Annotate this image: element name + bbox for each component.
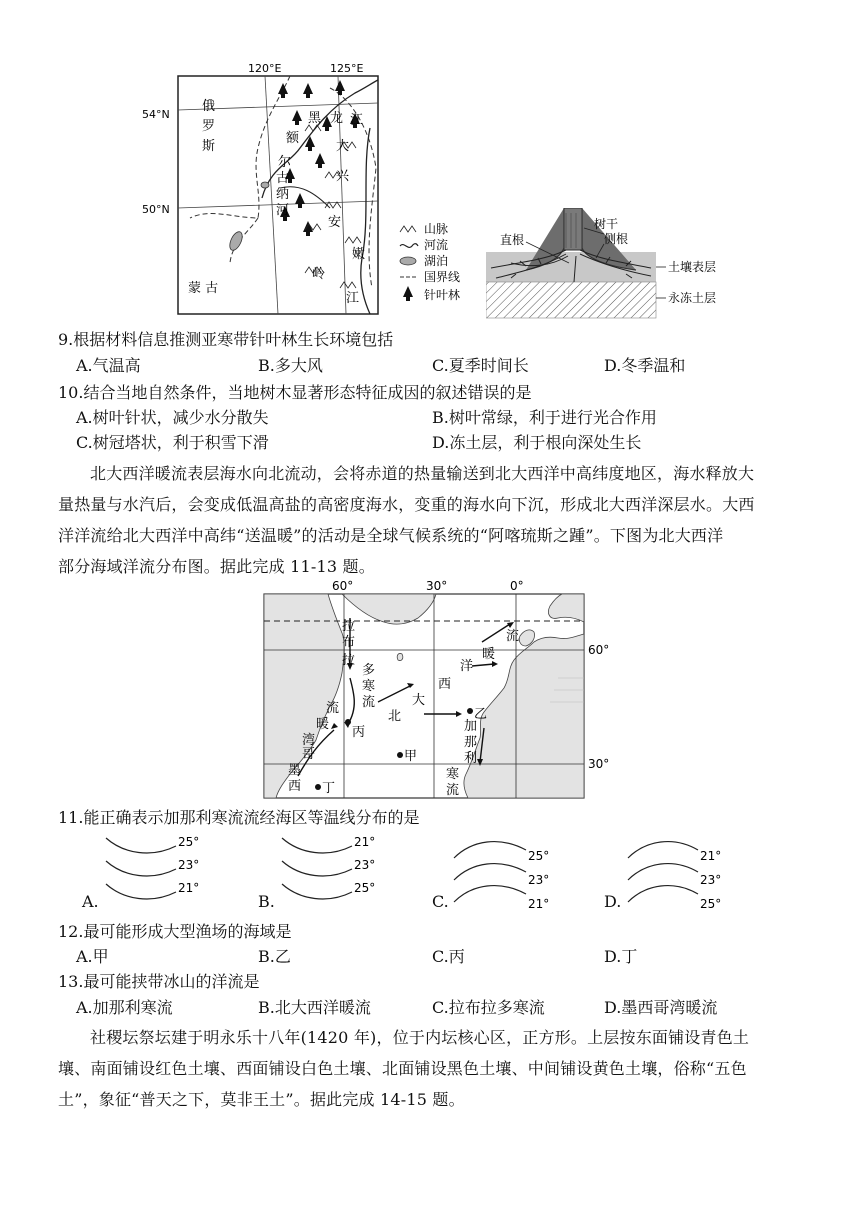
- label-permafrost: 永冻土层: [668, 291, 717, 305]
- q9-option-d[interactable]: D.冬季温和: [604, 356, 686, 375]
- gulf-char: 湾: [302, 733, 316, 748]
- isotherm-diagram-c: [432, 828, 592, 918]
- isotherm-label: 25°: [700, 897, 722, 911]
- place-mongolia: 蒙 古: [188, 281, 219, 296]
- lat-label-30: 30°: [588, 757, 610, 771]
- place-nenjiang: 江: [346, 291, 360, 306]
- north-atlantic-char: 西: [438, 677, 452, 692]
- gulf-char: 墨: [288, 763, 302, 778]
- place-daxinganling: 兴: [336, 169, 350, 184]
- point-bing: 丙: [352, 725, 366, 740]
- north-atlantic-char: 流: [506, 629, 520, 644]
- labrador-char: 多: [362, 663, 376, 678]
- place-ergun: 古: [276, 171, 290, 186]
- point-ding-dot: [315, 784, 321, 790]
- place-daxinganling: 岭: [312, 267, 326, 282]
- place-ergun: 尔: [278, 155, 292, 170]
- lon-label-60: 60°: [332, 579, 354, 593]
- passage-atlantic: [58, 458, 818, 582]
- place-russia: 罗: [202, 119, 216, 134]
- tree-root-diagram: [486, 208, 736, 320]
- q11-stem: 11.能正确表示加那利寒流流经海区等温线分布的是: [58, 808, 420, 827]
- q10-option-b[interactable]: B.树叶常绿，利于进行光合作用: [432, 408, 657, 427]
- mountain-icon: [400, 226, 416, 232]
- isotherm-diagram-d: [604, 828, 764, 918]
- label-trunk: 树干: [594, 217, 619, 231]
- gulf-char: 暖: [316, 717, 330, 732]
- gulf-char: 流: [326, 701, 340, 716]
- label-lateral-root: 侧根: [604, 232, 629, 246]
- q9-option-c[interactable]: C.夏季时间长: [432, 356, 529, 375]
- labrador-char: 拉: [342, 653, 356, 668]
- passage-line: 洋洋流给北大西洋中高纬“送温暖”的活动是全球气候系统的“阿喀琉斯之踵”。下图为北大西洋: [58, 526, 724, 545]
- isotherm-label: 25°: [528, 849, 550, 863]
- isotherm-label: 21°: [528, 897, 550, 911]
- north-atlantic-current-map: [258, 578, 618, 802]
- legend-lake: 湖泊: [424, 254, 449, 268]
- isotherm-label: 23°: [700, 873, 722, 887]
- lon-label-0: 0°: [510, 579, 524, 593]
- point-yi: 乙: [474, 707, 488, 722]
- isotherm-label: 21°: [178, 881, 200, 895]
- lat-label-54: 54°N: [142, 108, 170, 121]
- canary-char: 流: [446, 783, 460, 798]
- q13-option-a[interactable]: A.加那利寒流: [76, 998, 173, 1017]
- isotherm-label: 21°: [700, 849, 722, 863]
- q11-option-c-letter: C.: [432, 892, 449, 911]
- q13-stem: 13.最可能挟带冰山的洋流是: [58, 972, 260, 991]
- lon-label-125: 125°E: [330, 62, 364, 75]
- legend-border: 国界线: [424, 270, 461, 284]
- isotherm-diagram-a: [78, 828, 238, 918]
- place-heilongjiang: 江: [350, 113, 364, 128]
- legend-mountain: 山脉: [424, 222, 449, 236]
- q11-option-b-letter: B.: [258, 892, 275, 911]
- canary-char: 那: [464, 735, 478, 750]
- lon-label-120: 120°E: [248, 62, 282, 75]
- point-ding: 丁: [322, 781, 336, 796]
- passage-line: 社稷坛祭坛建于明永乐十八年(1420 年)，位于内坛核心区，正方形。上层按东面铺设青色土: [90, 1028, 750, 1047]
- q10-stem: 10.结合当地自然条件，当地树木显著形态特征成因的叙述错误的是: [58, 383, 532, 402]
- labrador-char: 流: [362, 695, 376, 710]
- label-soil-surface: 土壤表层: [668, 260, 717, 274]
- q12-option-d[interactable]: D.丁: [604, 947, 638, 966]
- q11-option-a-letter: A.: [82, 892, 99, 911]
- canary-char: 利: [464, 751, 478, 766]
- place-russia: 斯: [202, 139, 216, 154]
- canary-char: 加: [464, 719, 478, 734]
- place-ergun: 额: [286, 131, 300, 146]
- gulf-char: 西: [288, 779, 302, 794]
- permafrost-layer: [486, 282, 656, 318]
- q11-option-d[interactable]: [604, 828, 764, 918]
- passage-line: 土”，象征“普天之下，莫非王土”。据此完成 14-15 题。: [58, 1090, 465, 1109]
- point-jia-dot: [397, 752, 403, 758]
- q11-option-a[interactable]: [78, 828, 238, 918]
- isotherm-label: 21°: [354, 835, 376, 849]
- passage-line: 量热量与水汽后，会变成低温高盐的高密度海水，变重的海水向下沉，形成北大西洋深层水。大西: [58, 495, 755, 514]
- lat-label-50: 50°N: [142, 203, 170, 216]
- q9-option-a[interactable]: A.气温高: [76, 356, 141, 375]
- q12-option-c[interactable]: C.丙: [432, 947, 465, 966]
- lake-icon: [400, 257, 416, 265]
- river-icon: [400, 244, 418, 248]
- passage-line: 壤、南面铺设红色土壤、西面铺设白色土壤、北面铺设黑色土壤、中间铺设黄色土壤，俗称“五色: [58, 1059, 747, 1078]
- place-daxinganling: 安: [328, 215, 342, 230]
- legend-conifer: 针叶林: [424, 288, 461, 302]
- isotherm-label: 23°: [354, 858, 376, 872]
- conifer-icon: [403, 286, 413, 301]
- q12-stem: 12.最可能形成大型渔场的海域是: [58, 922, 292, 941]
- gulf-char: 哥: [302, 747, 316, 762]
- q10-option-d[interactable]: D.冻土层，利于根向深处生长: [432, 433, 642, 452]
- place-heilongjiang: 龙: [330, 111, 344, 126]
- point-bing-dot: [345, 719, 351, 725]
- isotherm-label: 23°: [528, 873, 550, 887]
- place-ergun: 河: [276, 203, 290, 218]
- q11-option-d-letter: D.: [604, 892, 622, 911]
- passage-line: 北大西洋暖流表层海水向北流动，会将赤道的热量输送到北大西洋中高纬度地区，海水释放大: [90, 464, 755, 483]
- q12-option-a[interactable]: A.甲: [76, 947, 109, 966]
- passage-sheji-altar: [58, 1022, 818, 1115]
- labrador-char: 布: [342, 635, 356, 650]
- legend-river: 河流: [424, 238, 449, 252]
- isotherm-label: 23°: [178, 858, 200, 872]
- q13-option-d[interactable]: D.墨西哥湾暖流: [604, 998, 718, 1017]
- place-russia: 俄: [202, 99, 216, 114]
- label-taproot: 直根: [500, 233, 525, 247]
- lon-label-30: 30°: [426, 579, 448, 593]
- point-yi-dot: [467, 708, 473, 714]
- q11-option-b[interactable]: [258, 828, 418, 918]
- q11-option-c[interactable]: [432, 828, 592, 918]
- isotherm-label: 25°: [178, 835, 200, 849]
- passage-line: 部分海域洋流分布图。据此完成 11-13 题。: [58, 557, 375, 576]
- q12-option-b[interactable]: B.乙: [258, 947, 291, 966]
- north-atlantic-char: 北: [388, 709, 402, 724]
- point-jia: 甲: [404, 749, 418, 764]
- q9-option-b[interactable]: B.多大风: [258, 356, 323, 375]
- isotherm-label: 25°: [354, 881, 376, 895]
- lat-label-60: 60°: [588, 643, 610, 657]
- q10-option-a[interactable]: A.树叶针状，减少水分散失: [76, 408, 269, 427]
- place-ergun: 纳: [276, 187, 290, 202]
- north-atlantic-char: 暖: [482, 647, 496, 662]
- north-atlantic-char: 洋: [460, 659, 474, 674]
- labrador-char: 拉: [342, 619, 356, 634]
- q10-option-c[interactable]: C.树冠塔状，利于积雪下滑: [76, 433, 269, 452]
- isotherm-diagram-b: [258, 828, 418, 918]
- map1-legend: [398, 220, 470, 308]
- place-daxinganling: 大: [336, 139, 350, 154]
- canary-char: 寒: [446, 767, 460, 782]
- daxinganling-map: [140, 58, 390, 320]
- labrador-char: 寒: [362, 679, 376, 694]
- place-nenjiang: 嫩: [352, 247, 366, 262]
- q13-option-b[interactable]: B.北大西洋暖流: [258, 998, 371, 1017]
- place-heilongjiang: 黑: [308, 111, 322, 126]
- q13-option-c[interactable]: C.拉布拉多寒流: [432, 998, 545, 1017]
- q9-stem: 9.根据材料信息推测亚寒带针叶林生长环境包括: [58, 330, 394, 349]
- north-atlantic-char: 大: [412, 693, 426, 708]
